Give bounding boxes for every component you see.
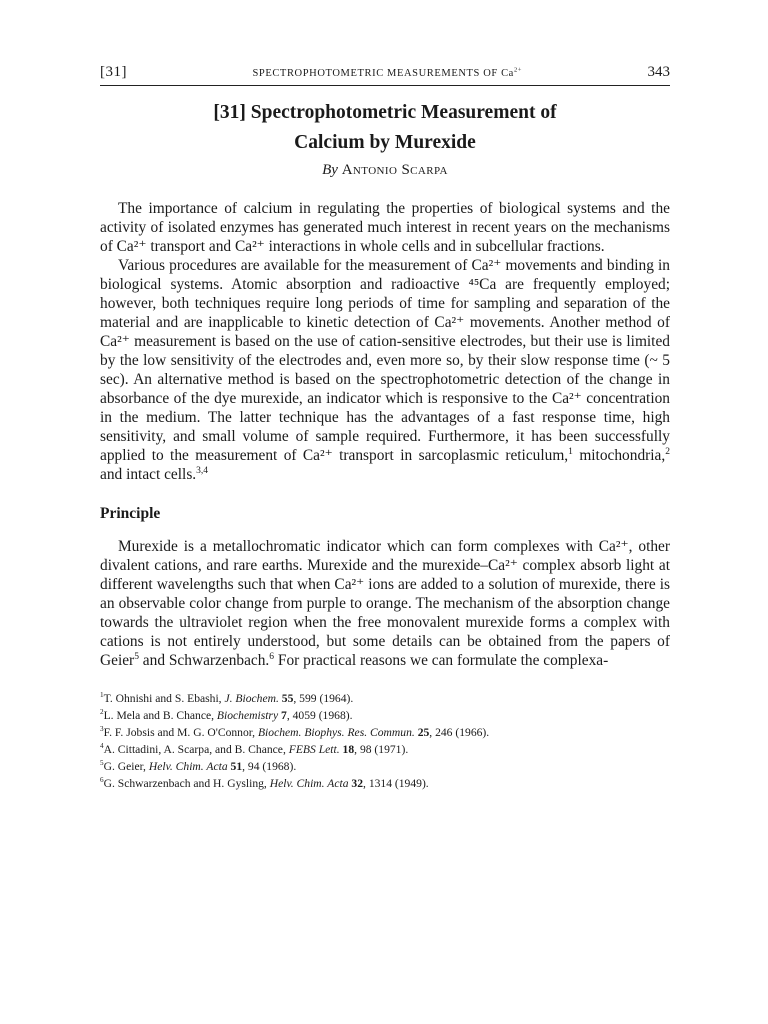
footnote-volume: 32 bbox=[351, 777, 364, 790]
running-head bbox=[100, 64, 670, 86]
footnote-3 bbox=[100, 724, 670, 741]
footnote-ref-6: 6 bbox=[269, 650, 275, 662]
footnote-pages: , 599 (1964). bbox=[293, 692, 354, 705]
footnotes bbox=[100, 690, 670, 792]
footnote-pages: , 246 (1966). bbox=[429, 726, 490, 739]
footnote-number: 3 bbox=[100, 725, 104, 734]
paragraph-2 bbox=[100, 256, 670, 484]
footnote-journal: Helv. Chim. Acta bbox=[269, 777, 349, 790]
paragraph-3-text-b: and Schwarzenbach. bbox=[138, 652, 270, 669]
article-title bbox=[100, 98, 670, 158]
footnote-ref-1: 1 bbox=[568, 445, 573, 457]
section-heading-principle: Principle bbox=[100, 505, 161, 522]
footnote-1 bbox=[100, 690, 670, 707]
running-title bbox=[252, 68, 522, 79]
footnote-volume: 51 bbox=[230, 760, 243, 773]
footnote-pages: , 1314 (1949). bbox=[363, 777, 429, 790]
paragraph-3-text-c: For practical reasons we can formulate the complexa- bbox=[274, 652, 609, 669]
footnote-volume: 55 bbox=[281, 692, 294, 705]
footnote-number: 5 bbox=[100, 759, 104, 768]
footnote-volume: 25 bbox=[417, 726, 430, 739]
footnote-volume: 7 bbox=[281, 709, 287, 722]
footnote-journal: Biochemistry bbox=[216, 709, 279, 722]
footnote-ref-3-4: 3,4 bbox=[196, 464, 209, 476]
footnote-journal: FEBS Lett. bbox=[288, 743, 340, 756]
running-title-superscript: 2+ bbox=[513, 66, 523, 74]
footnote-number: 6 bbox=[100, 776, 104, 785]
footnote-authors: G. Geier, bbox=[103, 760, 149, 773]
byline bbox=[100, 162, 670, 179]
footnote-4 bbox=[100, 741, 670, 758]
article-title-line-1: [31] Spectrophotometric Measurement of bbox=[213, 102, 557, 123]
footnote-pages: , 94 (1968). bbox=[242, 760, 297, 773]
page bbox=[100, 64, 670, 792]
paragraph-3-text-a: Murexide is a metallochromatic indicator which can form complexes with Ca²⁺, other divalent cations, and rare earths. Murexide and the murexide–Ca²⁺ complex absorb light at different wavelengths such that when Ca²⁺ ions are added to a solution of murexide, there is an observable color change from purple to orange. The mechanism of the absorption change towards the ultraviolet region when the free monovalent murexide forms a complex with cations is not entirely understood, but some details can be obtained from the papers of Geier bbox=[100, 538, 670, 669]
paragraph-3 bbox=[100, 537, 670, 670]
footnote-authors: F. F. Jobsis and M. G. O'Connor, bbox=[103, 726, 258, 739]
paragraph-2-text-a: Various procedures are available for the measurement of Ca²⁺ movements and binding in biological systems. Atomic absorption and radioactive ⁴⁵Ca are frequently employed; however, both techniques require long periods of time for sampling and separation of the material and are inapplicable to kinetic detection of Ca²⁺ movements. Another method of Ca²⁺ measurement is based on the use of cation-sensitive electrodes, but their use is limited by the low sensitivity of the electrodes and, even more so, by their slow response time (~ 5 sec). An alternative method is based on the spectrophotometric detection of the change in absorbance of the dye murexide, an indicator which is responsive to the Ca²⁺ concentration in the medium. The latter technique has the advantages of a fast response time, high sensitivity, and small volume of sample required. Furthermore, it has been successfully applied to the measurement of Ca²⁺ transport in sarcoplasmic reticulum, bbox=[100, 257, 670, 464]
byline-by: By bbox=[322, 162, 338, 178]
footnote-authors: T. Ohnishi and S. Ebashi, bbox=[103, 692, 225, 705]
page-number: 343 bbox=[647, 64, 670, 80]
footnote-pages: , 98 (1971). bbox=[354, 743, 409, 756]
article-title-line-2: Calcium by Murexide bbox=[294, 132, 476, 153]
paragraph-2-text-c: and intact cells. bbox=[100, 466, 197, 483]
body-text bbox=[100, 199, 670, 670]
footnote-5 bbox=[100, 758, 670, 775]
paragraph-2-text-b: mitochondria, bbox=[572, 447, 666, 464]
footnote-number: 1 bbox=[100, 691, 104, 700]
footnote-authors: A. Cittadini, A. Scarpa, and B. Chance, bbox=[103, 743, 289, 756]
chapter-number: [31] bbox=[100, 64, 127, 80]
footnote-pages: , 4059 (1968). bbox=[286, 709, 353, 722]
footnote-number: 4 bbox=[100, 742, 104, 751]
footnote-number: 2 bbox=[100, 708, 104, 717]
footnote-journal: Biochem. Biophys. Res. Commun. bbox=[257, 726, 415, 739]
footnote-6 bbox=[100, 775, 670, 792]
paragraph-1: The importance of calcium in regulating the properties of biological systems and the activity of isolated enzymes has generated much interest in recent years on the mechanisms of Ca²⁺ transport and Ca²⁺ interactions in whole cells and in subcellular fractions. bbox=[100, 200, 670, 255]
footnote-ref-5: 5 bbox=[134, 650, 139, 662]
footnote-ref-2: 2 bbox=[665, 445, 670, 457]
footnote-2 bbox=[100, 707, 670, 724]
footnote-authors: L. Mela and B. Chance, bbox=[103, 709, 217, 722]
footnote-journal: Helv. Chim. Acta bbox=[148, 760, 228, 773]
running-title-text: SPECTROPHOTOMETRIC MEASUREMENTS OF Ca bbox=[252, 68, 514, 79]
footnote-journal: J. Biochem. bbox=[224, 692, 279, 705]
footnote-authors: G. Schwarzenbach and H. Gysling, bbox=[103, 777, 270, 790]
footnote-volume: 18 bbox=[342, 743, 355, 756]
author-name: Antonio Scarpa bbox=[341, 162, 448, 178]
